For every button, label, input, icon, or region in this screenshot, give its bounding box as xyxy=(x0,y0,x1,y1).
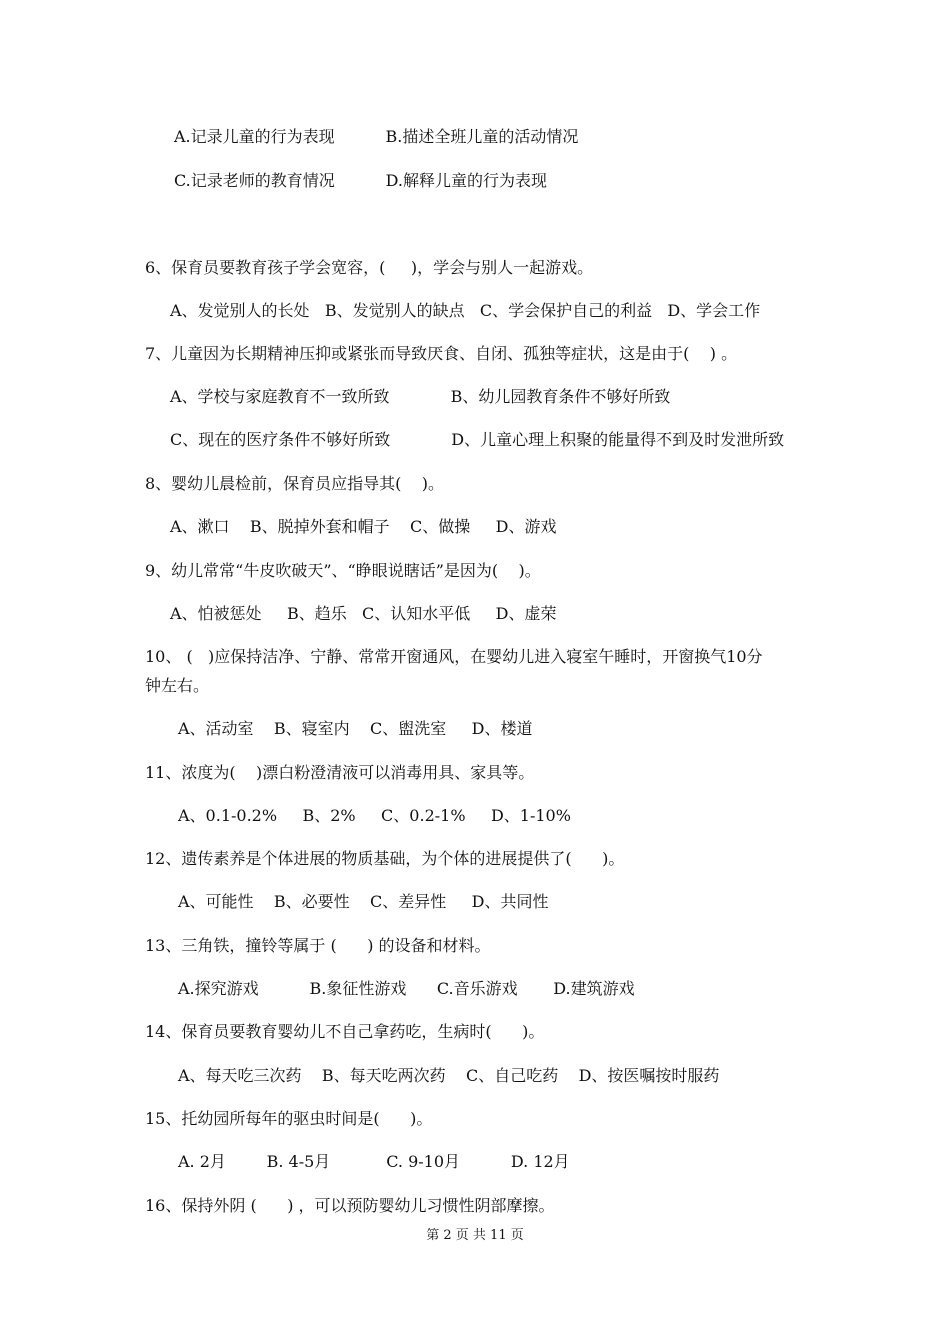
question-9-options: A、怕被惩处 B、趋乐 C、认知水平低 D、虚荣 xyxy=(170,604,557,623)
question-14-stem: 14、保育员要教育婴幼儿不自己拿药吃，生病时( )。 xyxy=(145,1022,545,1041)
question-14-options: A、每天吃三次药 B、每天吃两次药 C、自己吃药 D、按医嘱按时服药 xyxy=(178,1066,720,1085)
page-footer: 第 2 页 共 11 页 xyxy=(426,1228,524,1243)
question-13-stem: 13、三角铁，撞铃等属于 ( ) 的设备和材料。 xyxy=(145,936,491,955)
question-8-stem: 8、婴幼儿晨检前，保育员应指导其( )。 xyxy=(145,474,445,493)
question-10-stem: 10、 ( )应保持洁净、宁静、常常开窗通风，在婴幼儿进入寝室午睡时，开窗换气10分 xyxy=(145,647,763,666)
question-11-stem: 11、浓度为( )漂白粉澄清液可以消毒用具、家具等。 xyxy=(145,763,535,782)
question-16-stem: 16、保持外阴 ( ) ，可以预防婴幼儿习惯性阴部摩擦。 xyxy=(145,1196,555,1215)
question-7-stem: 7、儿童因为长期精神压抑或紧张而导致厌食、自闭、孤独等症状，这是由于( ) 。 xyxy=(145,344,738,363)
question-7-options-1: A、学校与家庭教育不一致所致 B、幼儿园教育条件不够好所致 xyxy=(170,387,671,406)
q5-options-line-1: A.记录儿童的行为表现 B.描述全班儿童的活动情况 xyxy=(174,127,579,146)
question-10-options: A、活动室 B、寝室内 C、盥洗室 D、楼道 xyxy=(178,719,533,738)
question-8-options: A、漱口 B、脱掉外套和帽子 C、做操 D、游戏 xyxy=(170,517,557,536)
question-15-stem: 15、托幼园所每年的驱虫时间是( )。 xyxy=(145,1109,433,1128)
question-13-options: A.探究游戏 B.象征性游戏 C.音乐游戏 D.建筑游戏 xyxy=(178,979,635,998)
question-12-options: A、可能性 B、必要性 C、差异性 D、共同性 xyxy=(178,892,549,911)
question-12-stem: 12、遗传素养是个体进展的物质基础，为个体的进展提供了( )。 xyxy=(145,849,625,868)
question-6-stem: 6、保育员要教育孩子学会宽容，( )，学会与别人一起游戏。 xyxy=(145,258,594,277)
question-6-options: A、发觉别人的长处 B、发觉别人的缺点 C、学会保护自己的利益 D、学会工作 xyxy=(170,301,761,320)
question-11-options: A、0.1-0.2% B、2% C、0.2-1% D、1-10% xyxy=(178,806,571,825)
question-9-stem: 9、幼儿常常“牛皮吹破天”、“睁眼说瞎话”是因为( )。 xyxy=(145,561,541,580)
q5-options-line-2: C.记录老师的教育情况 D.解释儿童的行为表现 xyxy=(174,171,547,190)
question-10-stem-continued: 钟左右。 xyxy=(145,676,210,695)
question-15-options: A. 2月 B. 4-5月 C. 9-10月 D. 12月 xyxy=(178,1152,570,1171)
question-7-options-2: C、现在的医疗条件不够好所致 D、儿童心理上积聚的能量得不到及时发泄所致 xyxy=(170,430,785,449)
